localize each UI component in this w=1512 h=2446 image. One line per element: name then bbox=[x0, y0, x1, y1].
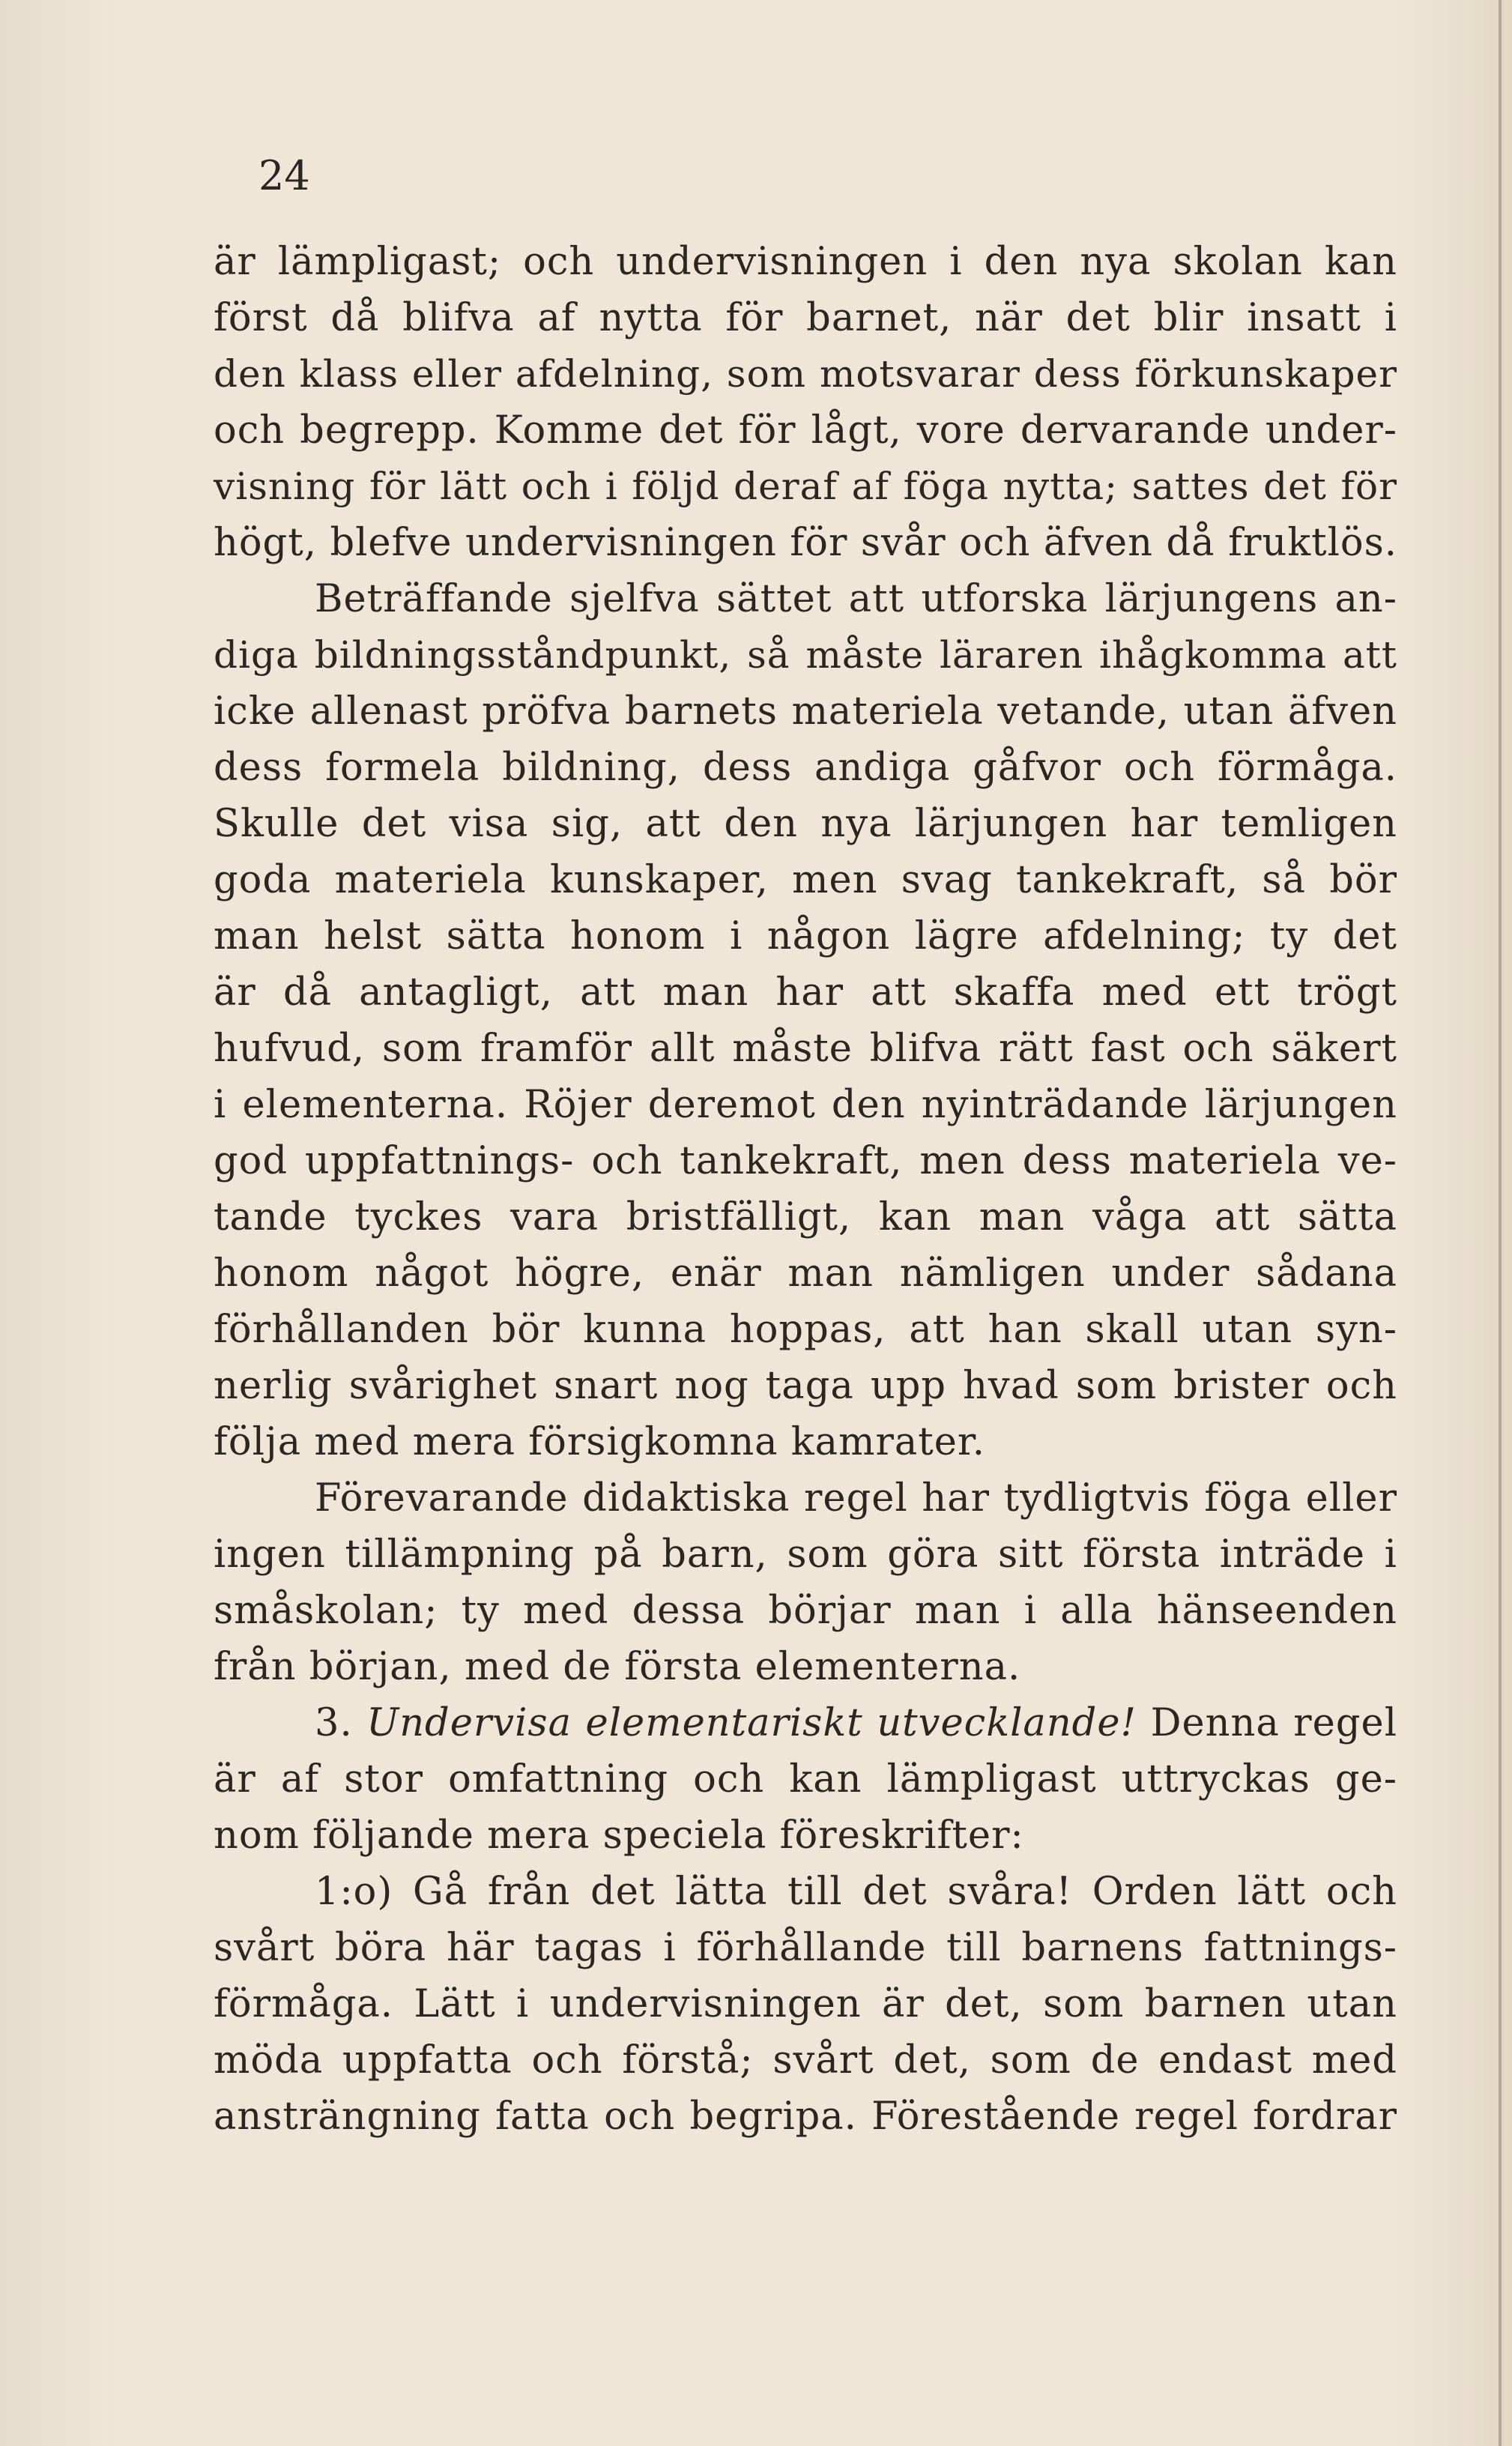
text-line: goda materiela kunskaper, men svag tankekraft, så bör bbox=[214, 858, 1397, 902]
body-text bbox=[214, 234, 1397, 2145]
rule-suffix: Denna regel bbox=[1137, 1701, 1398, 1745]
page-edge-shadow bbox=[1499, 0, 1502, 2446]
text-line: från början, med de första elementerna. bbox=[214, 1645, 1021, 1689]
text-line: hufvud, som framför allt måste blifva rätt fast och säkert bbox=[214, 1027, 1397, 1071]
text-line: följa med mera försigkomna kamrater. bbox=[214, 1420, 985, 1464]
text-line: god uppfattnings- och tankekraft, men dess materiela ve- bbox=[214, 1139, 1397, 1183]
text-line: nom följande mera speciela föreskrifter: bbox=[214, 1814, 1024, 1858]
text-line: och begrepp. Komme det för lågt, vore dervarande under- bbox=[214, 408, 1397, 453]
text-line: är då antagligt, att man har att skaffa med ett trögt bbox=[214, 970, 1397, 1015]
page-number: 24 bbox=[258, 152, 310, 199]
rule-number: 3. bbox=[315, 1701, 367, 1745]
text-line: Beträffande sjelfva sättet att utforska lärjungens an- bbox=[315, 577, 1397, 621]
text-line: ansträngning fatta och begripa. Förestående regel fordrar bbox=[214, 2095, 1397, 2139]
text-line: dess formela bildning, dess andiga gåfvor och förmåga. bbox=[214, 746, 1397, 790]
text-line: den klass eller afdelning, som motsvarar dess förkunskaper bbox=[214, 352, 1397, 396]
text-line: småskolan; ty med dessa börjar man i alla hänseenden bbox=[214, 1589, 1397, 1633]
text-line: högt, blefve undervisningen för svår och äfven då fruktlös. bbox=[214, 521, 1397, 565]
text-line: icke allenast pröfva barnets materiela vetande, utan äfven bbox=[214, 689, 1397, 734]
text-line: är af stor omfattning och kan lämpligast uttryckas ge- bbox=[214, 1757, 1397, 1802]
text-line: förmåga. Lätt i undervisningen är det, som barnen utan bbox=[214, 1982, 1397, 2026]
text-line: i elementerna. Röjer deremot den nyinträdande lärjungen bbox=[214, 1083, 1397, 1127]
text-line: honom något högre, enär man nämligen under sådana bbox=[214, 1251, 1397, 1296]
text-line: Skulle det visa sig, att den nya lärjungen har temligen bbox=[214, 802, 1397, 846]
text-line: diga bildningsståndpunkt, så måste läraren ihågkomma att bbox=[214, 633, 1397, 677]
rule-title-italic: Undervisa elementariskt utvecklande! bbox=[366, 1701, 1137, 1745]
text-line: är lämpligast; och undervisningen i den nya skolan kan bbox=[214, 240, 1397, 284]
text-line: man helst sätta honom i någon lägre afdelning; ty det bbox=[214, 914, 1397, 958]
text-line: svårt böra här tagas i förhållande till barnens fattnings- bbox=[214, 1926, 1397, 1970]
text-line: möda uppfatta och förstå; svårt det, som de endast med bbox=[214, 2038, 1397, 2083]
text-line: förhållanden bör kunna hoppas, att han skall utan syn- bbox=[214, 1308, 1397, 1352]
text-line: nerlig svårighet snart nog taga upp hvad som brister och bbox=[214, 1364, 1397, 1408]
text-line: ingen tillämpning på barn, som göra sitt första inträde i bbox=[214, 1532, 1397, 1577]
rule-heading-line bbox=[214, 1695, 1397, 1751]
text-line: Förevarande didaktiska regel har tydligtvis föga eller bbox=[315, 1476, 1397, 1521]
text-line: 1:o) Gå från det lätta till det svåra! Orden lätt och bbox=[315, 1870, 1397, 1914]
text-line: visning för lätt och i följd deraf af föga nytta; sattes det för bbox=[214, 465, 1397, 508]
text-line: först då blifva af nytta för barnet, när det blir insatt i bbox=[214, 296, 1397, 340]
text-line: tande tyckes vara bristfälligt, kan man våga att sätta bbox=[214, 1195, 1397, 1239]
